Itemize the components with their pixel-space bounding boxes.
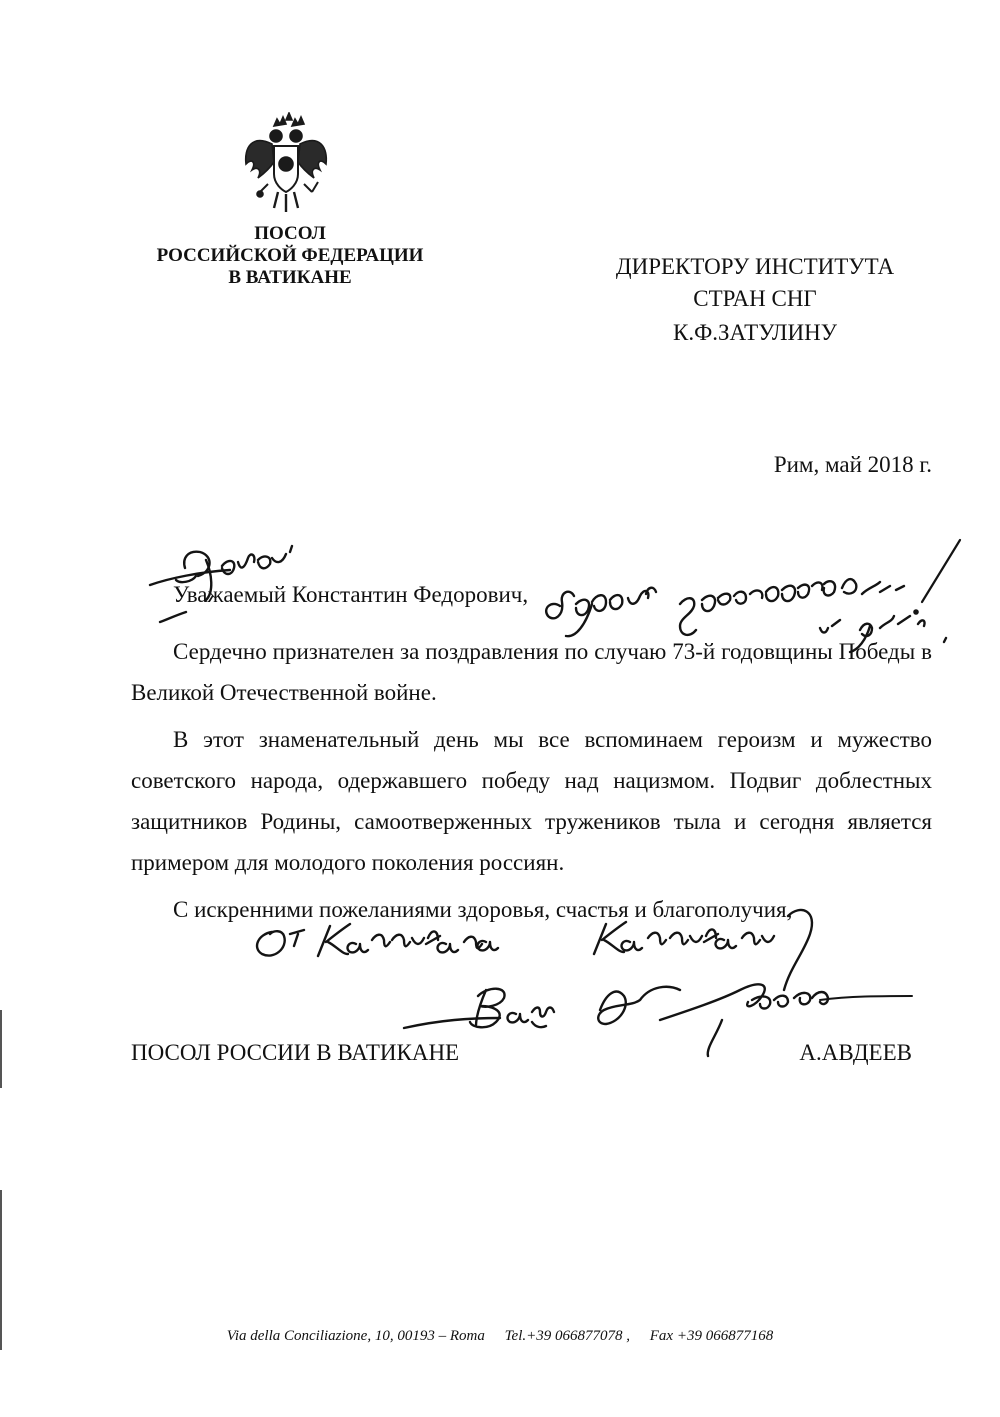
addressee-name: К.Ф.ЗАТУЛИНУ: [673, 320, 837, 345]
sender-block: [130, 223, 450, 289]
scan-edge-mark: [0, 1190, 2, 1350]
letter-date: Рим, май 2018 г.: [773, 452, 932, 477]
scan-edge-mark: [0, 1010, 2, 1088]
paragraph-1: Сердечно признателен за поздравления по случаю 73-й годовщины Победы в Великой Отечественной войне.: [131, 639, 932, 705]
signature-name: А.АВДЕЕВ: [799, 1040, 912, 1065]
sender-line-2: РОССИЙСКОЙ ФЕДЕРАЦИИ: [156, 245, 424, 266]
addressee-block: [595, 251, 915, 349]
addressee-line-1: ДИРЕКТОРУ ИНСТИТУТА: [615, 254, 895, 279]
footer-address: Via della Conciliazione, 10, 00193 – Roma: [226, 1328, 485, 1344]
footer-contacts: [0, 1328, 1000, 1345]
footer-phone: Tel.+39 066877078 ,: [504, 1328, 630, 1344]
addressee-line-2: СТРАН СНГ: [693, 286, 817, 311]
paragraph-closing: С искренними пожеланиями здоровья, счастья и благополучия,: [173, 897, 793, 922]
sender-line-1: ПОСОЛ: [254, 223, 326, 244]
signature-title: ПОСОЛ РОССИИ В ВАТИКАНЕ: [131, 1040, 460, 1065]
greeting: Уважаемый Константин Федорович,: [173, 582, 529, 607]
letter-body: [131, 631, 932, 936]
paragraph-2: В этот знаменательный день мы все вспоминаем героизм и мужество советского народа, одержавшего победу над нацизмом. Подвиг доблестных защитников Родины, самоотверженных тружеников тыла и сегодня является примером для молодого поколения россиян.: [131, 727, 932, 875]
footer-fax: Fax +39 066877168: [649, 1328, 774, 1344]
sender-line-3: В ВАТИКАНЕ: [228, 267, 352, 288]
coat-of-arms-icon: [238, 112, 334, 216]
